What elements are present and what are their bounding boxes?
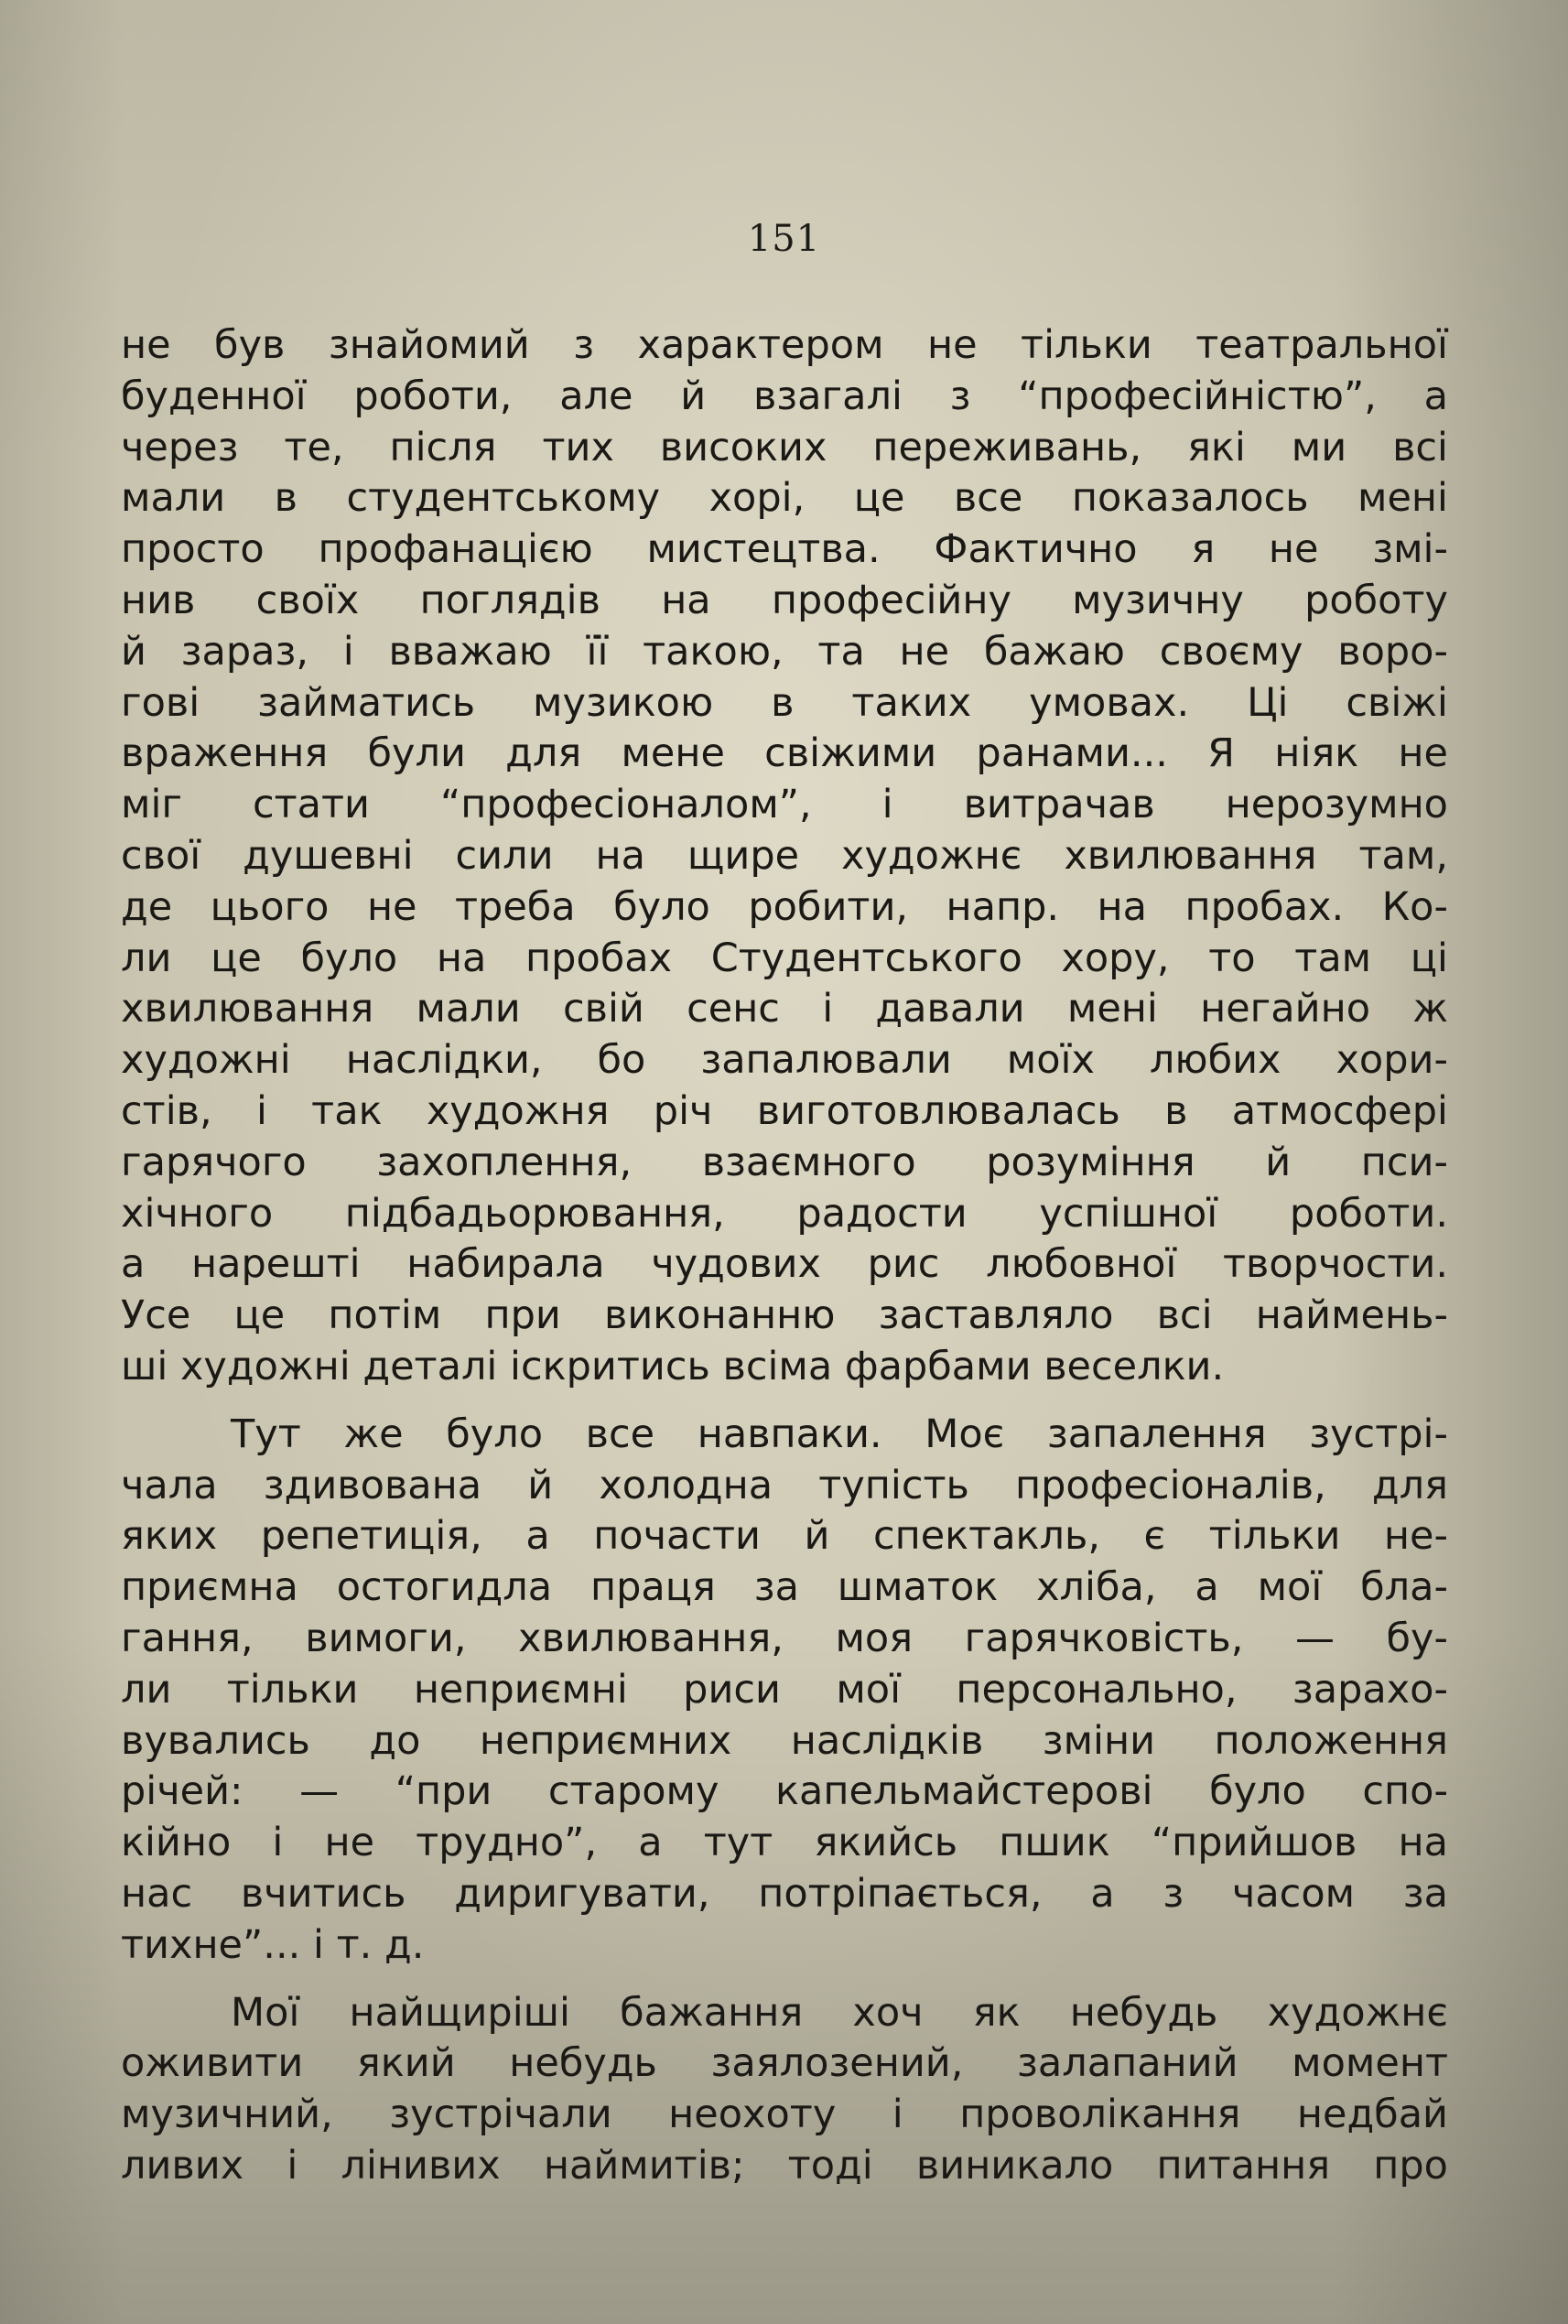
text-line: вувались до неприємних наслідків зміни положення [121, 1717, 1448, 1764]
text-line: кійно і не трудно”, а тут якийсь пшик “прийшов на [121, 1820, 1448, 1866]
text-line: яких репетиція, а почасти й спектакль, є тільки не- [121, 1513, 1448, 1560]
text-line: буденної роботи, але й взагалі з “професійністю”, а [121, 373, 1448, 419]
text-line: приємна остогидла праця за шматок хліба, а мої бла- [121, 1564, 1448, 1611]
text-line: ливих і лінивих наймитів; тоді виникало питання про [121, 2142, 1448, 2189]
text-line: хвилювання мали свій сенс і давали мені негайно ж [121, 986, 1448, 1032]
text-line: гарячого захоплення, взаємного розуміння й пси- [121, 1139, 1448, 1185]
page-number: 151 [747, 218, 821, 260]
text-line: художні наслідки, бо запалювали моїх любих хори- [121, 1037, 1448, 1084]
text-line: музичний, зустрічали неохоту і проволікання недбай [121, 2092, 1448, 2138]
paragraph [121, 1988, 1448, 2192]
text-line: хічного підбадьорювання, радости успішної роботи. [121, 1190, 1448, 1237]
text-line: нас вчитись диригувати, потріпається, а з часом за [121, 1870, 1448, 1917]
text-line: Тут же було все навпаки. Моє запалення зустрі- [231, 1411, 1448, 1457]
text-line: гання, вимоги, хвилювання, моя гарячковість, — бу- [121, 1615, 1448, 1661]
text-line: Мої найщиріші бажання хоч як небудь художнє [231, 1989, 1448, 2036]
text-line: а нарешті набирала чудових рис любовної творчости. [121, 1241, 1448, 1288]
text-line: враження були для мене свіжими ранами... Я ніяк не [121, 730, 1448, 777]
text-line: через те, після тих високих переживань, які ми всі [121, 424, 1448, 470]
text-line: ли тільки неприємні риси мої персонально, зарахо- [121, 1666, 1448, 1713]
paragraph [121, 1410, 1448, 1972]
text-line: не був знайомий з характером не тільки театральної [121, 322, 1448, 368]
text-line: стів, і так художня річ виготовлювалась в атмосфері [121, 1087, 1448, 1134]
text-line: мали в студентському хорі, це все показалось мені [121, 475, 1448, 522]
paragraph [121, 320, 1448, 1393]
text-line: й зараз, і вважаю її такою, та не бажаю своєму воро- [121, 628, 1448, 675]
text-line: міг стати “професіоналом”, і витрачав нерозумно [121, 782, 1448, 828]
text-line: де цього не треба було робити, напр. на пробах. Ко- [121, 883, 1448, 930]
text-line: просто профанацією мистецтва. Фактично я не змі- [121, 526, 1448, 573]
body-text [121, 320, 1448, 2192]
text-line: ші художні деталі іскритись всіма фарбами веселки. [121, 1343, 1225, 1389]
text-line: нив своїх поглядів на професійну музичну роботу [121, 577, 1448, 623]
paragraph-gap [121, 1393, 1448, 1410]
text-line: гові займатись музикою в таких умовах. Ці свіжі [121, 679, 1448, 726]
text-line: свої душевні сили на щире художнє хвилювання там, [121, 832, 1448, 879]
text-line: річей: — “при старому капельмайстерові було спо- [121, 1768, 1448, 1815]
text-line: Усе це потім при виконанню заставляло всі наймень- [121, 1292, 1448, 1339]
paragraph-gap [121, 1972, 1448, 1988]
text-line: оживити який небудь заялозений, залапаний момент [121, 2040, 1448, 2087]
text-line: тихне”... і т. д. [121, 1921, 425, 1968]
text-line: чала здивована й холодна тупість професіоналів, для [121, 1462, 1448, 1508]
text-line: ли це було на пробах Студентського хору, то там ці [121, 935, 1448, 981]
